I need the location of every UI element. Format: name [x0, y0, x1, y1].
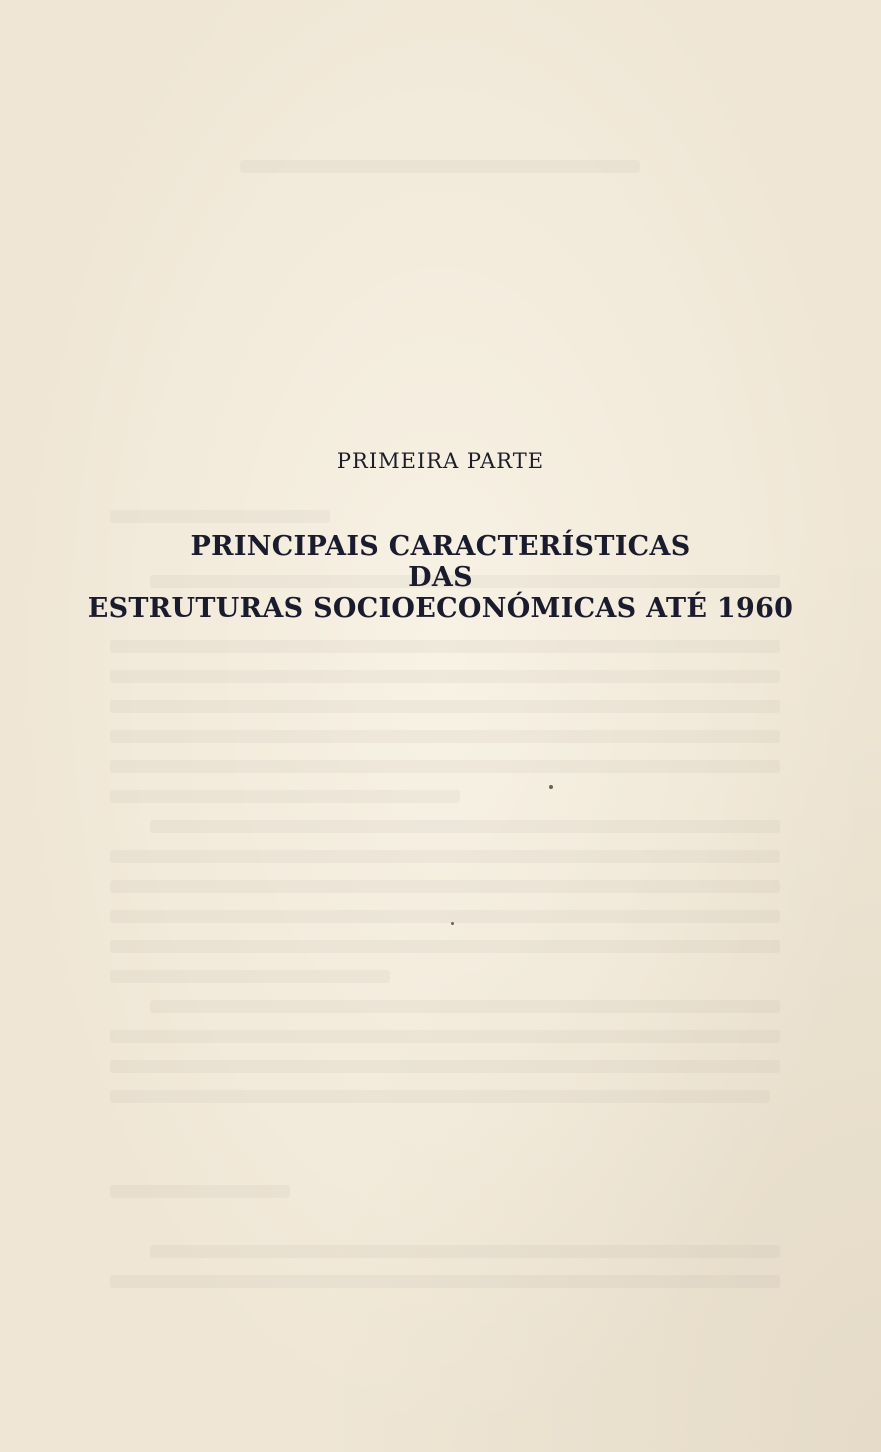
part-label: PRIMEIRA PARTE: [336, 449, 545, 473]
show-through-line: [110, 670, 780, 683]
show-through-line: [110, 910, 780, 923]
title-line-2: DAS: [408, 562, 473, 593]
show-through-line: [110, 850, 780, 863]
show-through-line: [110, 940, 780, 953]
title-line-1: PRINCIPAIS CARACTERÍSTICAS: [190, 531, 691, 562]
section-title: [0, 531, 881, 624]
show-through-line: [110, 700, 780, 713]
ink-speck: [451, 922, 454, 925]
show-through-line: [110, 1275, 780, 1288]
show-through-line: [110, 880, 780, 893]
title-line-3: ESTRUTURAS SOCIOECONÓMICAS ATÉ 1960: [87, 593, 794, 624]
show-through-line: [110, 970, 390, 983]
show-through-line: [150, 1245, 780, 1258]
show-through-line: [110, 1060, 780, 1073]
show-through-line: [110, 510, 330, 523]
show-through-line: [110, 760, 780, 773]
show-through-line: [240, 160, 640, 173]
show-through-line: [110, 1090, 770, 1103]
show-through-line: [110, 640, 780, 653]
show-through-line: [150, 820, 780, 833]
ink-speck: [549, 785, 553, 789]
show-through-line: [110, 790, 460, 803]
show-through-line: [110, 1185, 290, 1198]
show-through-line: [110, 1030, 780, 1043]
show-through-line: [150, 1000, 780, 1013]
show-through-line: [110, 730, 780, 743]
